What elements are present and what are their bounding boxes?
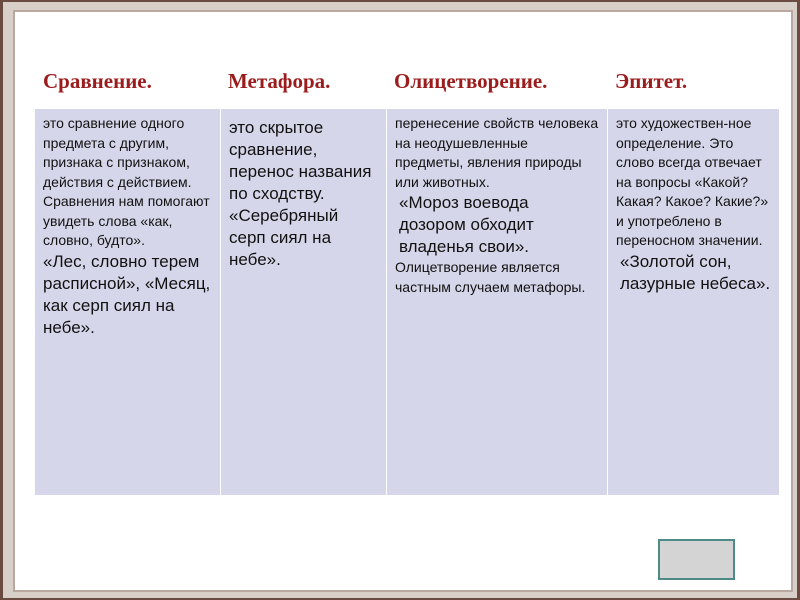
- epithet-definition: это художествен-ное определение. Это слово всегда отвечает на вопросы «Какой? Какая? Какое? Какие?» и употреблено в переносном значении.: [616, 115, 769, 248]
- header-comparison: Сравнение.: [35, 55, 220, 107]
- next-slide-button[interactable]: [658, 539, 735, 580]
- personification-note: Олицетворение является частным случаем метафоры.: [395, 259, 586, 295]
- cell-metaphor: [220, 107, 386, 495]
- figures-of-speech-table: [35, 55, 779, 495]
- epithet-example: «Золотой сон, лазурные небеса».: [620, 251, 771, 293]
- comparison-definition: это сравнение одного предмета с другим, признака с признаком, действия с действием. Сравнения нам помогают увидеть слова «как, словно, будто».: [43, 115, 210, 248]
- personification-definition: перенесение свойств человека на неодушевленные предметы, явления природы или животных.: [395, 115, 599, 190]
- metaphor-example: это скрытое сравнение, перенос названия по сходству. «Серебряный серп сиял на небе».: [229, 118, 372, 269]
- header-personification: Олицетворение.: [386, 55, 607, 107]
- personification-example: «Мороз воевода дозором обходит владенья свои».: [399, 193, 534, 256]
- header-epithet: Эпитет.: [607, 55, 779, 107]
- cell-epithet: [607, 107, 779, 495]
- cell-personification: [386, 107, 607, 495]
- comparison-example: «Лес, словно терем расписной», «Месяц, как серп сиял на небе».: [43, 251, 211, 337]
- cell-comparison: [35, 107, 220, 495]
- header-metaphor: Метафора.: [220, 55, 386, 107]
